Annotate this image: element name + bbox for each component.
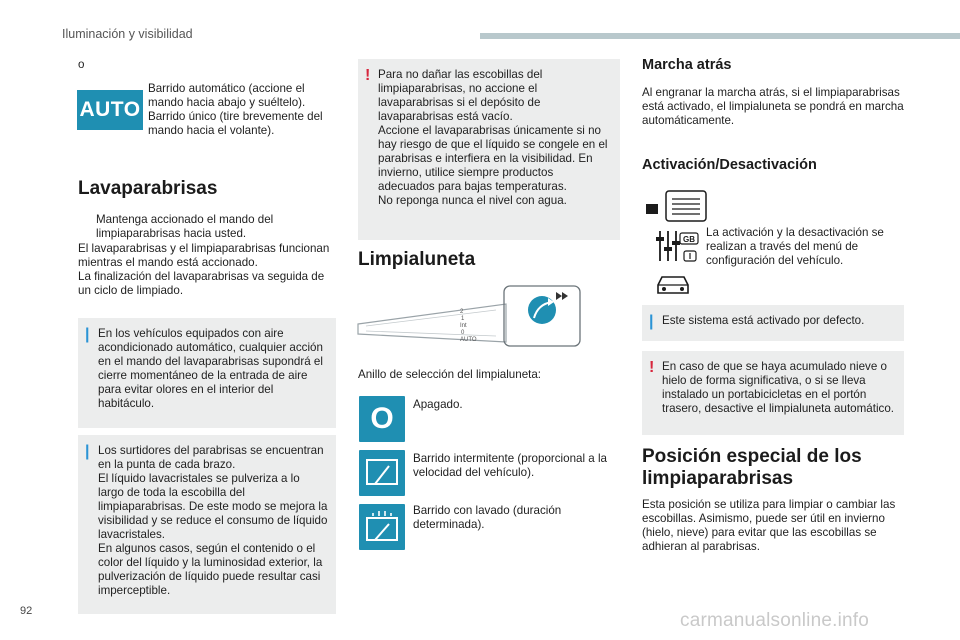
info-note-jets (78, 435, 336, 614)
opt-wash-text: Barrido con lavado (duración determinada). (413, 504, 562, 531)
off-icon: O (359, 396, 405, 442)
watermark: carmanualsonline.info (680, 610, 870, 631)
info-icon: | (85, 443, 90, 460)
activacion-text: La activación y la desactivación se realizan a través del menú de configuración del vehículo. (706, 226, 884, 267)
info-icon: | (85, 326, 90, 343)
marcha-atras-title: Marcha atrás (642, 57, 732, 73)
info-note-jets-text: Los surtidores del parabrisas se encuentran en la punta de cada brazo. El líquido lavacristales se pulveriza a lo largo de toda la escobilla del limpiaparabrisas. De este modo se mejora la visibilidad y se reduce el consumo de líquido lavacristales. En algunos casos, según el contenido o el color del líquido y la luminosidad exterior, la pulverización de líquido puede resultar casi imperceptible. (98, 444, 328, 597)
settings-icons (644, 189, 708, 299)
car-icon (658, 277, 688, 293)
limpialuneta-title: Limpialuneta (358, 249, 476, 270)
gb-label: GB (683, 235, 695, 244)
opt-off-text: Apagado. (413, 398, 463, 411)
stalk-label: 1 (461, 316, 465, 322)
section-title: Iluminación y visibilidad (62, 27, 193, 41)
lavaparabrisas-body: El lavaparabrisas y el limpiaparabrisas funcionan mientras el mando está accionado. La finalización del lavaparabrisas va seguida de un ciclo de limpiado. (78, 242, 330, 297)
info-icon: | (649, 313, 654, 330)
auto-icon: AUTO (77, 90, 143, 130)
header-bar (480, 33, 960, 39)
lavaparabrisas-title: Lavaparabrisas (78, 178, 218, 199)
stalk-illustration (356, 282, 586, 356)
stalk-label: 2 (460, 309, 464, 315)
posicion-title: Posición especial de los limpiaparabrisas (642, 446, 862, 489)
stalk-label: AUTO (460, 337, 477, 343)
warning-icon: ! (649, 359, 655, 376)
warning-note-wipers-text: Para no dañar las escobillas del limpiaparabrisas, no accione el lavaparabrisas si el depósito de lavaparabrisas está vacío. Accione el lavaparabrisas únicamente si no hay riesgo de que el líquido se congele en el parabrisas e interfiera en la visibilidad. En invierno, utilice siempre productos adecuados para bajas temperaturas. No reponga nunca el nivel con agua. (378, 68, 608, 207)
warning-note-snow-text: En caso de que se haya acumulado nieve o hielo de forma significativa, o si se lleva instalado un portabicicletas en el portón trasero, desactive el limpialuneta automático. (662, 360, 894, 415)
info-note-air-text: En los vehículos equipados con aire acondicionado automático, cualquier acción en el mando del lavaparabrisas supondrá el cierre momentáneo de la entrada de aire para evitar olores en el interior del habitáculo. (98, 327, 323, 410)
bullet-text: Mantenga accionado el mando del limpiaparabrisas hacia usted. (96, 213, 274, 240)
or-text: o (78, 58, 85, 71)
wash-wipe-icon (359, 504, 405, 550)
activacion-title: Activación/Desactivación (642, 157, 817, 173)
page-number: 92 (20, 605, 33, 617)
stalk-label: 0 (461, 330, 465, 336)
opt-intermittent-text: Barrido intermitente (proporcional a la velocidad del vehículo). (413, 452, 607, 479)
warning-note-wipers (358, 59, 620, 240)
warning-icon: ! (365, 67, 371, 84)
intermittent-wipe-icon (359, 450, 405, 496)
marcha-atras-text: Al engranar la marcha atrás, si el limpiaparabrisas está activado, el limpialuneta se pondrá en marcha automáticamente. (642, 86, 904, 127)
ring-label: Anillo de selección del limpialuneta: (358, 368, 542, 381)
touchscreen-icon (666, 191, 706, 221)
posicion-text: Esta posición se utiliza para limpiar o cambiar las escobillas. Asimismo, puede ser útil en invierno (hielo, nieve) para evitar que las escobillas se adhieran al parabrisas. (642, 498, 896, 553)
warning-note-snow (642, 351, 904, 435)
info-note-default (642, 305, 904, 341)
stalk-label: Int (460, 323, 467, 329)
info-note-air (78, 318, 336, 428)
settings-sliders-icon (656, 231, 680, 261)
small-screen-icon (646, 204, 658, 214)
auto-text: Barrido automático (accione el mando hacia abajo y suéltelo). Barrido único (tire brevemente del mando hacia el volante). (148, 82, 323, 137)
info-note-default-text: Este sistema está activado por defecto. (662, 314, 865, 327)
